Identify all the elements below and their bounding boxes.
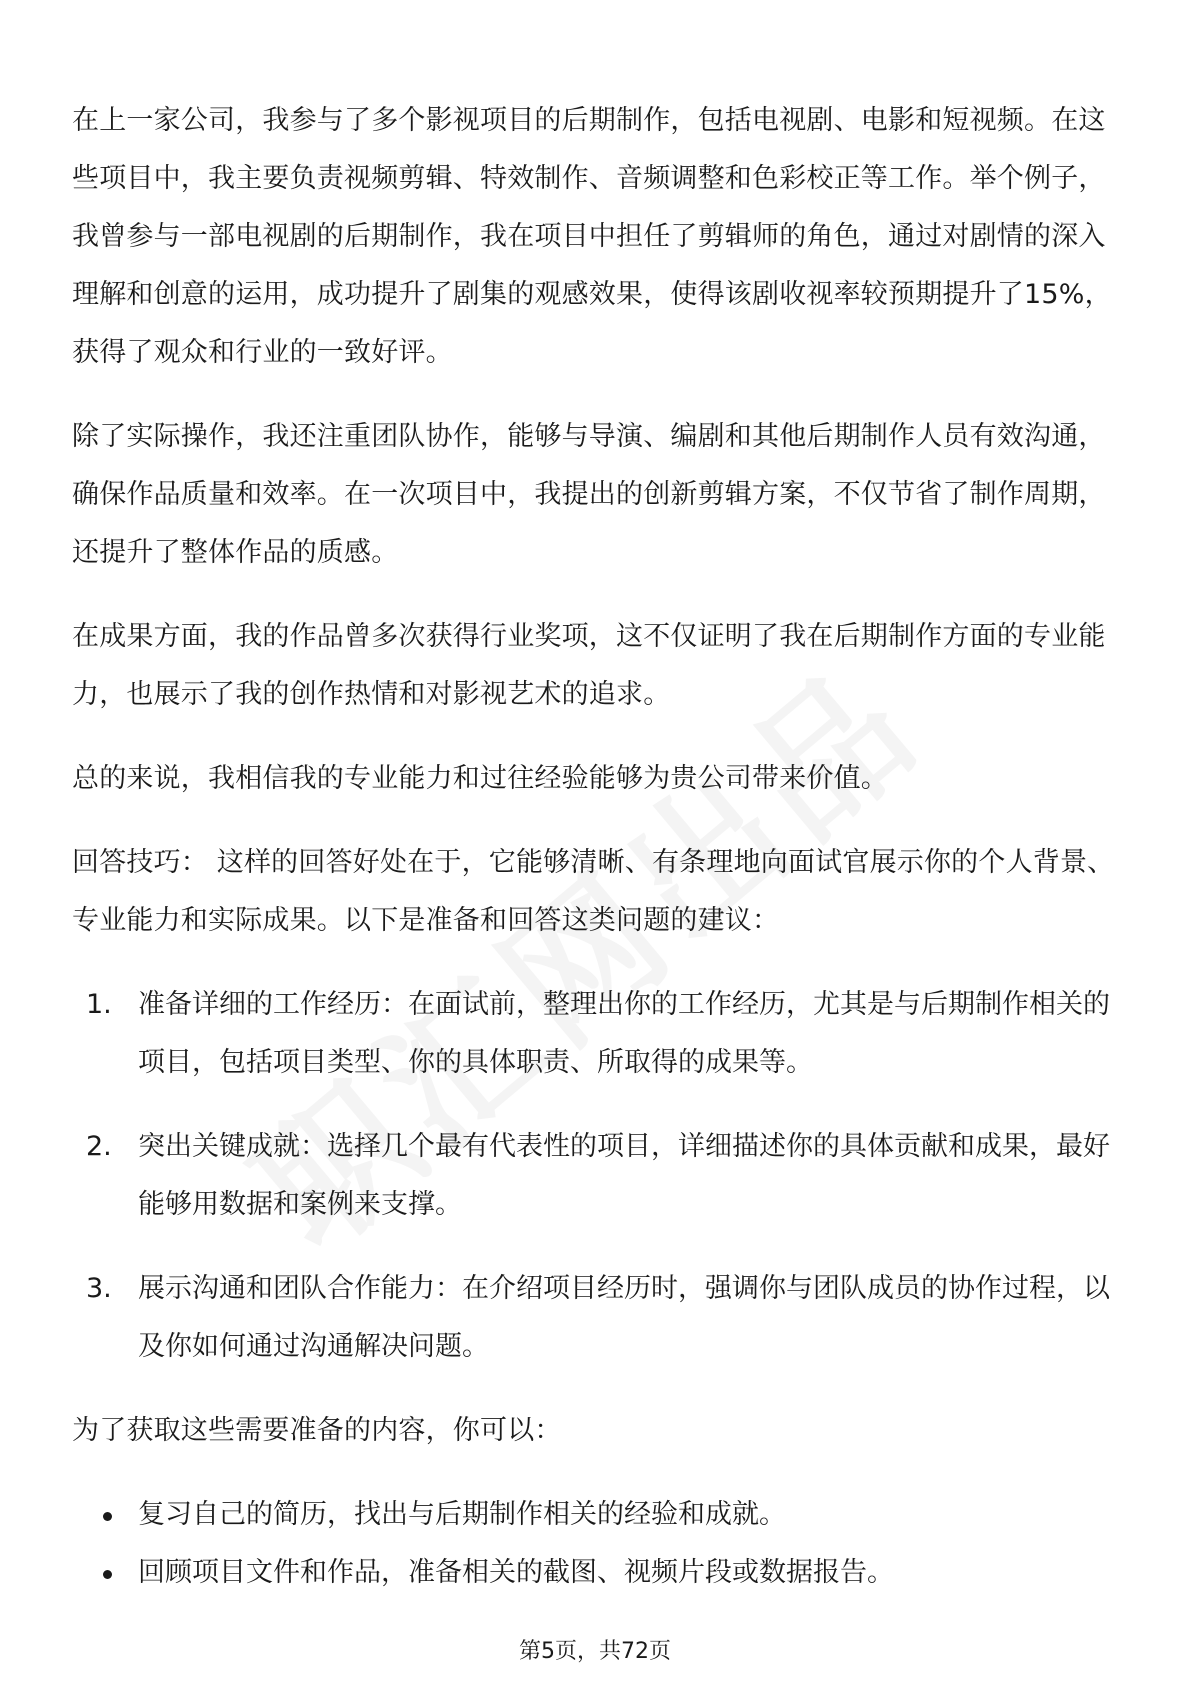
bullet-list [72, 1486, 1122, 1602]
paragraph-answer-tips: 回答技巧： 这样的回答好处在于，它能够清晰、有条理地向面试官展示你的个人背景、专业能力和实际成果。以下是准备和回答这类问题的建议： [72, 847, 1115, 936]
list-item-text: 复习自己的简历，找出与后期制作相关的经验和成就。 [138, 1499, 786, 1530]
bullet-icon [103, 1512, 112, 1521]
list-item-text: 展示沟通和团队合作能力：在介绍项目经历时，强调你与团队成员的协作过程，以及你如何通过沟通解决问题。 [138, 1273, 1110, 1362]
page-number: 第5页，共72页 [519, 1639, 671, 1664]
document-body [72, 92, 1122, 1602]
list-number: 2. [86, 1131, 112, 1162]
list-number: 3. [86, 1273, 112, 1304]
list-number: 1. [86, 989, 112, 1020]
paragraph-achievements: 在成果方面，我的作品曾多次获得行业奖项，这不仅证明了我在后期制作方面的专业能力，也展示了我的创作热情和对影视艺术的追求。 [72, 621, 1106, 710]
numbered-list [72, 976, 1122, 1376]
paragraph-teamwork: 除了实际操作，我还注重团队协作，能够与导演、编剧和其他后期制作人员有效沟通，确保作品质量和效率。在一次项目中，我提出的创新剪辑方案，不仅节省了制作周期，还提升了整体作品的质感。 [72, 421, 1106, 568]
list-item [86, 1544, 1122, 1602]
list-item [86, 1260, 1122, 1376]
paragraph-bullets-intro: 为了获取这些需要准备的内容，你可以： [72, 1415, 562, 1446]
list-item [86, 1118, 1122, 1234]
paragraph-experience: 在上一家公司，我参与了多个影视项目的后期制作，包括电视剧、电影和短视频。在这些项目中，我主要负责视频剪辑、特效制作、音频调整和色彩校正等工作。举个例子，我曾参与一部电视剧的后期制作，我在项目中担任了剪辑师的角色，通过对剧情的深入理解和创意的运用，成功提升了剧集的观感效果，使得该剧收视率较预期提升了15%，获得了观众和行业的一致好评。 [72, 105, 1112, 368]
list-item [86, 1486, 1122, 1544]
list-item-text: 回顾项目文件和作品，准备相关的截图、视频片段或数据报告。 [138, 1557, 894, 1588]
list-item-text: 突出关键成就：选择几个最有代表性的项目，详细描述你的具体贡献和成果，最好能够用数据和案例来支撑。 [138, 1131, 1110, 1220]
bullet-icon [103, 1570, 112, 1579]
paragraph-summary: 总的来说，我相信我的专业能力和过往经验能够为贵公司带来价值。 [72, 763, 888, 794]
list-item-text: 准备详细的工作经历：在面试前，整理出你的工作经历，尤其是与后期制作相关的项目，包括项目类型、你的具体职责、所取得的成果等。 [138, 989, 1110, 1078]
list-item [86, 976, 1122, 1092]
